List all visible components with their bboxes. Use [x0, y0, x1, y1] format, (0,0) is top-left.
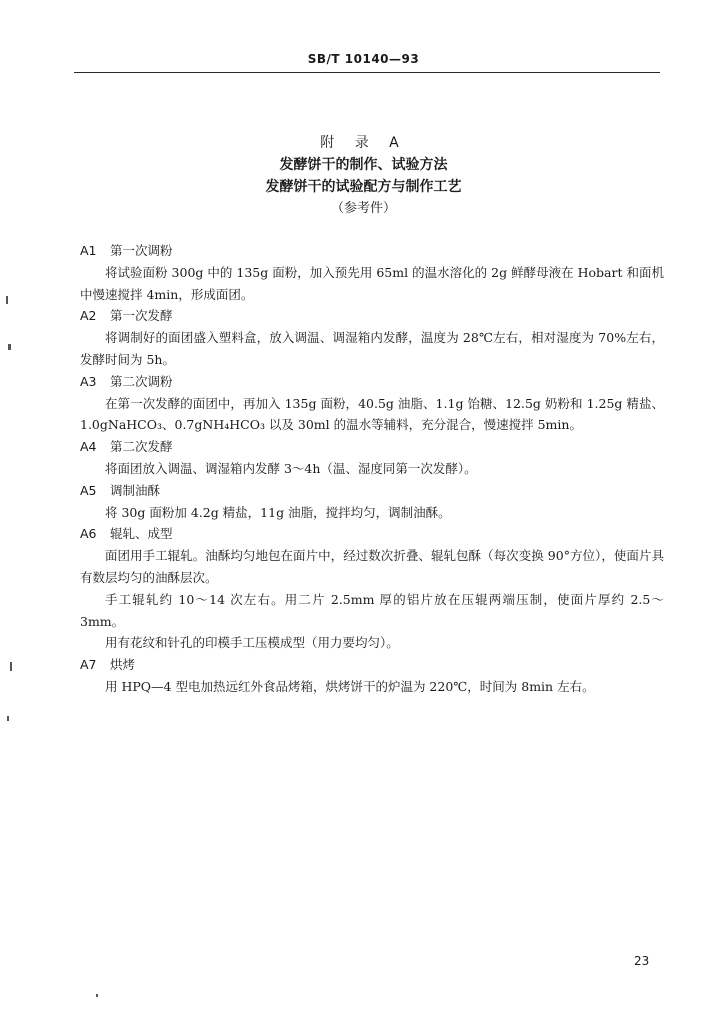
- section-heading: [80, 436, 664, 458]
- body-text: [80, 240, 664, 698]
- page-number: 23: [634, 954, 650, 968]
- section-number: A1: [80, 243, 97, 258]
- paragraph: 面团用手工辊轧。油酥均匀地包在面片中，经过数次折叠、辊轧包酥（每次变换 90°方位），使面片具有数层均匀的油酥层次。: [80, 548, 664, 585]
- title-line-1: 发酵饼干的制作、试验方法: [279, 157, 448, 173]
- section-number: A5: [80, 482, 97, 498]
- paragraph: 在第一次发酵的面团中，再加入 135g 面粉，40.5g 油脂、1.1g 饴糖、12.5g 奶粉和 1.25g 精盐、1.0gNaHCO₃、0.7gNH₄HCO₃ 以及 30ml 的温水等辅料，充分混合，慢速搅拌 5min。: [80, 395, 664, 433]
- section-number: A2: [80, 308, 97, 324]
- section-title: 第一次发酵: [110, 308, 173, 324]
- section-heading: [80, 480, 664, 502]
- paragraph: 将试验面粉 300g 中的 135g 面粉，加入预先用 65ml 的温水溶化的 2g 鲜酵母液在 Hobart 和面机中慢速搅拌 4min，形成面团。: [80, 264, 664, 302]
- section-title: 辊轧、成型: [110, 526, 173, 542]
- header-rule: [74, 72, 660, 73]
- paragraph: 将 30g 面粉加 4.2g 精盐，11g 油脂，搅拌均匀，调制油酥。: [105, 504, 451, 520]
- section-number: A7: [80, 657, 97, 673]
- appendix-title: 附 录 A: [320, 135, 407, 151]
- section-number: A6: [80, 526, 97, 542]
- section-number: A3: [80, 373, 97, 389]
- paragraph: 手工辊轧约 10～14 次左右。用二片 2.5mm 厚的铝片放在压辊两端压制，使面片厚约 2.5～3mm。: [80, 591, 664, 629]
- section-heading: [80, 654, 664, 676]
- section-title: 调制油酥: [110, 482, 161, 498]
- paragraph: 用有花纹和针孔的印模手工压模成型（用力要均匀）。: [105, 635, 399, 651]
- section-title: 第二次调粉: [110, 373, 173, 389]
- title-note: （参考件）: [330, 201, 396, 216]
- section-title: 第一次调粉: [110, 243, 173, 258]
- title-block: [0, 132, 727, 220]
- section-heading: [80, 371, 664, 393]
- section-heading: [80, 240, 664, 262]
- scan-speck: [7, 716, 9, 721]
- scan-speck: [96, 994, 98, 997]
- section-title: 第二次发酵: [110, 439, 173, 455]
- section-heading: [80, 305, 664, 327]
- scan-speck: [6, 296, 8, 304]
- scan-speck: [10, 662, 12, 671]
- paragraph: 将调制好的面团盛入塑料盒，放入调温、调湿箱内发酵，温度为 28℃左右，相对湿度为 70%左右，发酵时间为 5h。: [80, 330, 664, 367]
- scan-speck: [8, 344, 11, 350]
- section-title: 烘烤: [110, 657, 136, 673]
- header-code: SB/T 10140—93: [307, 52, 420, 66]
- paragraph: 将面团放入调温、调湿箱内发酵 3～4h（温、湿度同第一次发酵）。: [105, 460, 477, 476]
- paragraph: 用 HPQ—4 型电加热远红外食品烤箱，烘烤饼干的炉温为 220℃，时间为 8min 左右。: [105, 678, 595, 694]
- section-heading: [80, 523, 664, 545]
- title-line-2: 发酵饼干的试验配方与制作工艺: [265, 179, 462, 195]
- section-number: A4: [80, 439, 97, 455]
